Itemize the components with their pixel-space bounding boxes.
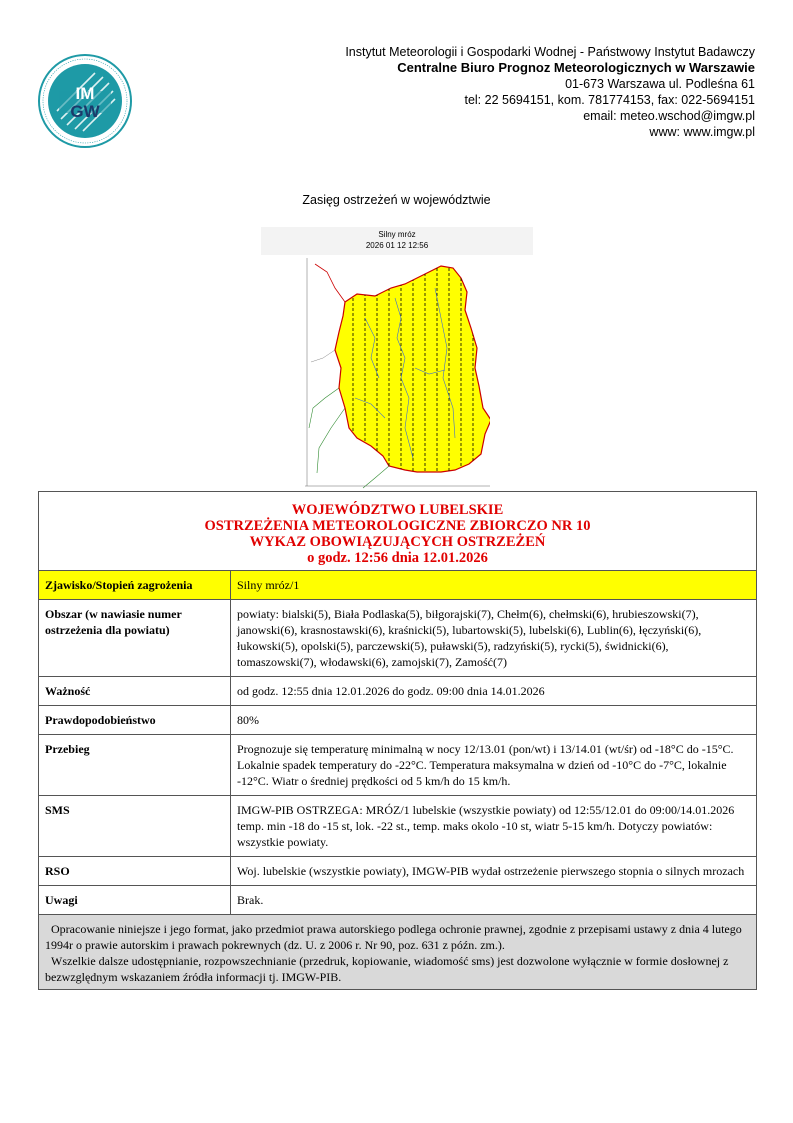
copyright-footer	[39, 915, 757, 990]
probability-value: 80%	[231, 706, 757, 735]
imgw-logo	[37, 53, 133, 149]
warning-header	[39, 492, 757, 571]
institute-name: Instytut Meteorologii i Gospodarki Wodnej - Państwowy Instytut Badawczy	[345, 45, 755, 59]
header-list-title: WYKAZ OBOWIĄZUJĄCYCH OSTRZEŻEŃ	[249, 534, 546, 550]
row-course	[39, 735, 757, 796]
bureau-name: Centralne Biuro Prognoz Meteorologicznych w Warszawie	[397, 60, 755, 75]
sms-value: IMGW-PIB OSTRZEGA: MRÓZ/1 lubelskie (wszystkie powiaty) od 12:55/12.01 do 09:00/14.01.2026 temp. min -18 do -15 st, lok. -22 st., temp. maks okolo -10 st, wiatr 5-15 km/h. Dotyczy powiatów: wszystkie powiaty.	[231, 796, 757, 857]
course-label: Przebieg	[39, 735, 231, 796]
map-caption	[261, 227, 533, 255]
map-caption-phenomenon: Silny mróz	[378, 230, 416, 239]
validity-label: Ważność	[39, 677, 231, 706]
rso-label: RSO	[39, 857, 231, 886]
address: 01-673 Warszawa ul. Podleśna 61	[565, 77, 755, 91]
svg-text:IM: IM	[75, 84, 95, 103]
header-datetime: o godz. 12:56 dnia 12.01.2026	[307, 550, 488, 566]
copyright-paragraph-2: Wszelkie dalsze udostępnianie, rozpowszechnianie (przedruk, kopiowanie, wiadomość sms) jest dozwolone wyłącznie w formie dosłownej z bezwzględnym wskazaniem źródła informacji tj. IMGW-PIB.	[45, 954, 729, 984]
warning-map	[305, 258, 490, 490]
warning-map-graphic	[305, 258, 490, 490]
phenomenon-value: Silny mróz/1	[231, 571, 757, 600]
warning-table	[38, 491, 757, 990]
row-rso	[39, 857, 757, 886]
imgw-logo-graphic	[37, 53, 133, 149]
row-probability	[39, 706, 757, 735]
copyright-paragraph-1: Opracowanie niniejsze i jego format, jako przedmiot prawa autorskiego podlega ochronie prawnej, zgodnie z przepisami ustawy z dnia 4 lutego 1994r o prawie autorskim i prawach pokrewnych (dz. U. z 2006 r. Nr 90, poz. 631 z późn. zm.).	[45, 922, 742, 952]
area-value: powiaty: bialski(5), Biała Podlaska(5), biłgorajski(7), Chełm(6), chełmski(6), hrubieszowski(7), janowski(6), krasnostawski(6), kraśnicki(5), lubartowski(5), lubelski(6), Lublin(6), łęczyński(6), łukowski(5), opolski(5), parczewski(5), puławski(5), radzyński(5), rycki(5), świdnicki(6), tomaszowski(7), włodawski(6), zamojski(7), Zamość(7)	[231, 600, 757, 677]
map-caption-date: 2026 01 12 12:56	[365, 241, 429, 250]
rso-value: Woj. lubelskie (wszystkie powiaty), IMGW-PIB wydał ostrzeżenie pierwszego stopnia o silnych mrozach	[231, 857, 757, 886]
svg-text:GW: GW	[70, 102, 100, 121]
sms-label: SMS	[39, 796, 231, 857]
institute-header	[345, 44, 755, 140]
email[interactable]: email: meteo.wschod@imgw.pl	[583, 109, 755, 123]
course-value: Prognozuje się temperaturę minimalną w nocy 12/13.01 (pon/wt) i 13/14.01 (wt/śr) od -18°C do -15°C. Lokalnie spadek temperatury do -22°C. Temperatura maksymalna w dzień od -10°C do -7°C, lokalnie -12°C. Wiatr o średniej prędkości od 5 km/h do 15 km/h.	[231, 735, 757, 796]
phone: tel: 22 5694151, kom. 781774153, fax: 022-5694151	[464, 93, 755, 107]
row-notes	[39, 886, 757, 915]
row-phenomenon	[39, 571, 757, 600]
website[interactable]: www: www.imgw.pl	[649, 125, 755, 139]
map-title: Zasięg ostrzeżeń w województwie	[302, 193, 491, 207]
row-area	[39, 600, 757, 677]
notes-label: Uwagi	[39, 886, 231, 915]
validity-value: od godz. 12:55 dnia 12.01.2026 do godz. 09:00 dnia 14.01.2026	[231, 677, 757, 706]
header-warnings-number: OSTRZEŻENIA METEOROLOGICZNE ZBIORCZO NR 10	[204, 518, 591, 534]
probability-label: Prawdopodobieństwo	[39, 706, 231, 735]
area-label: Obszar (w nawiasie numer ostrzeżenia dla powiatu)	[39, 600, 231, 677]
row-sms	[39, 796, 757, 857]
row-validity	[39, 677, 757, 706]
notes-value: Brak.	[231, 886, 757, 915]
header-voivodeship: WOJEWÓDZTWO LUBELSKIE	[291, 502, 504, 518]
phenomenon-label: Zjawisko/Stopień zagrożenia	[39, 571, 231, 600]
